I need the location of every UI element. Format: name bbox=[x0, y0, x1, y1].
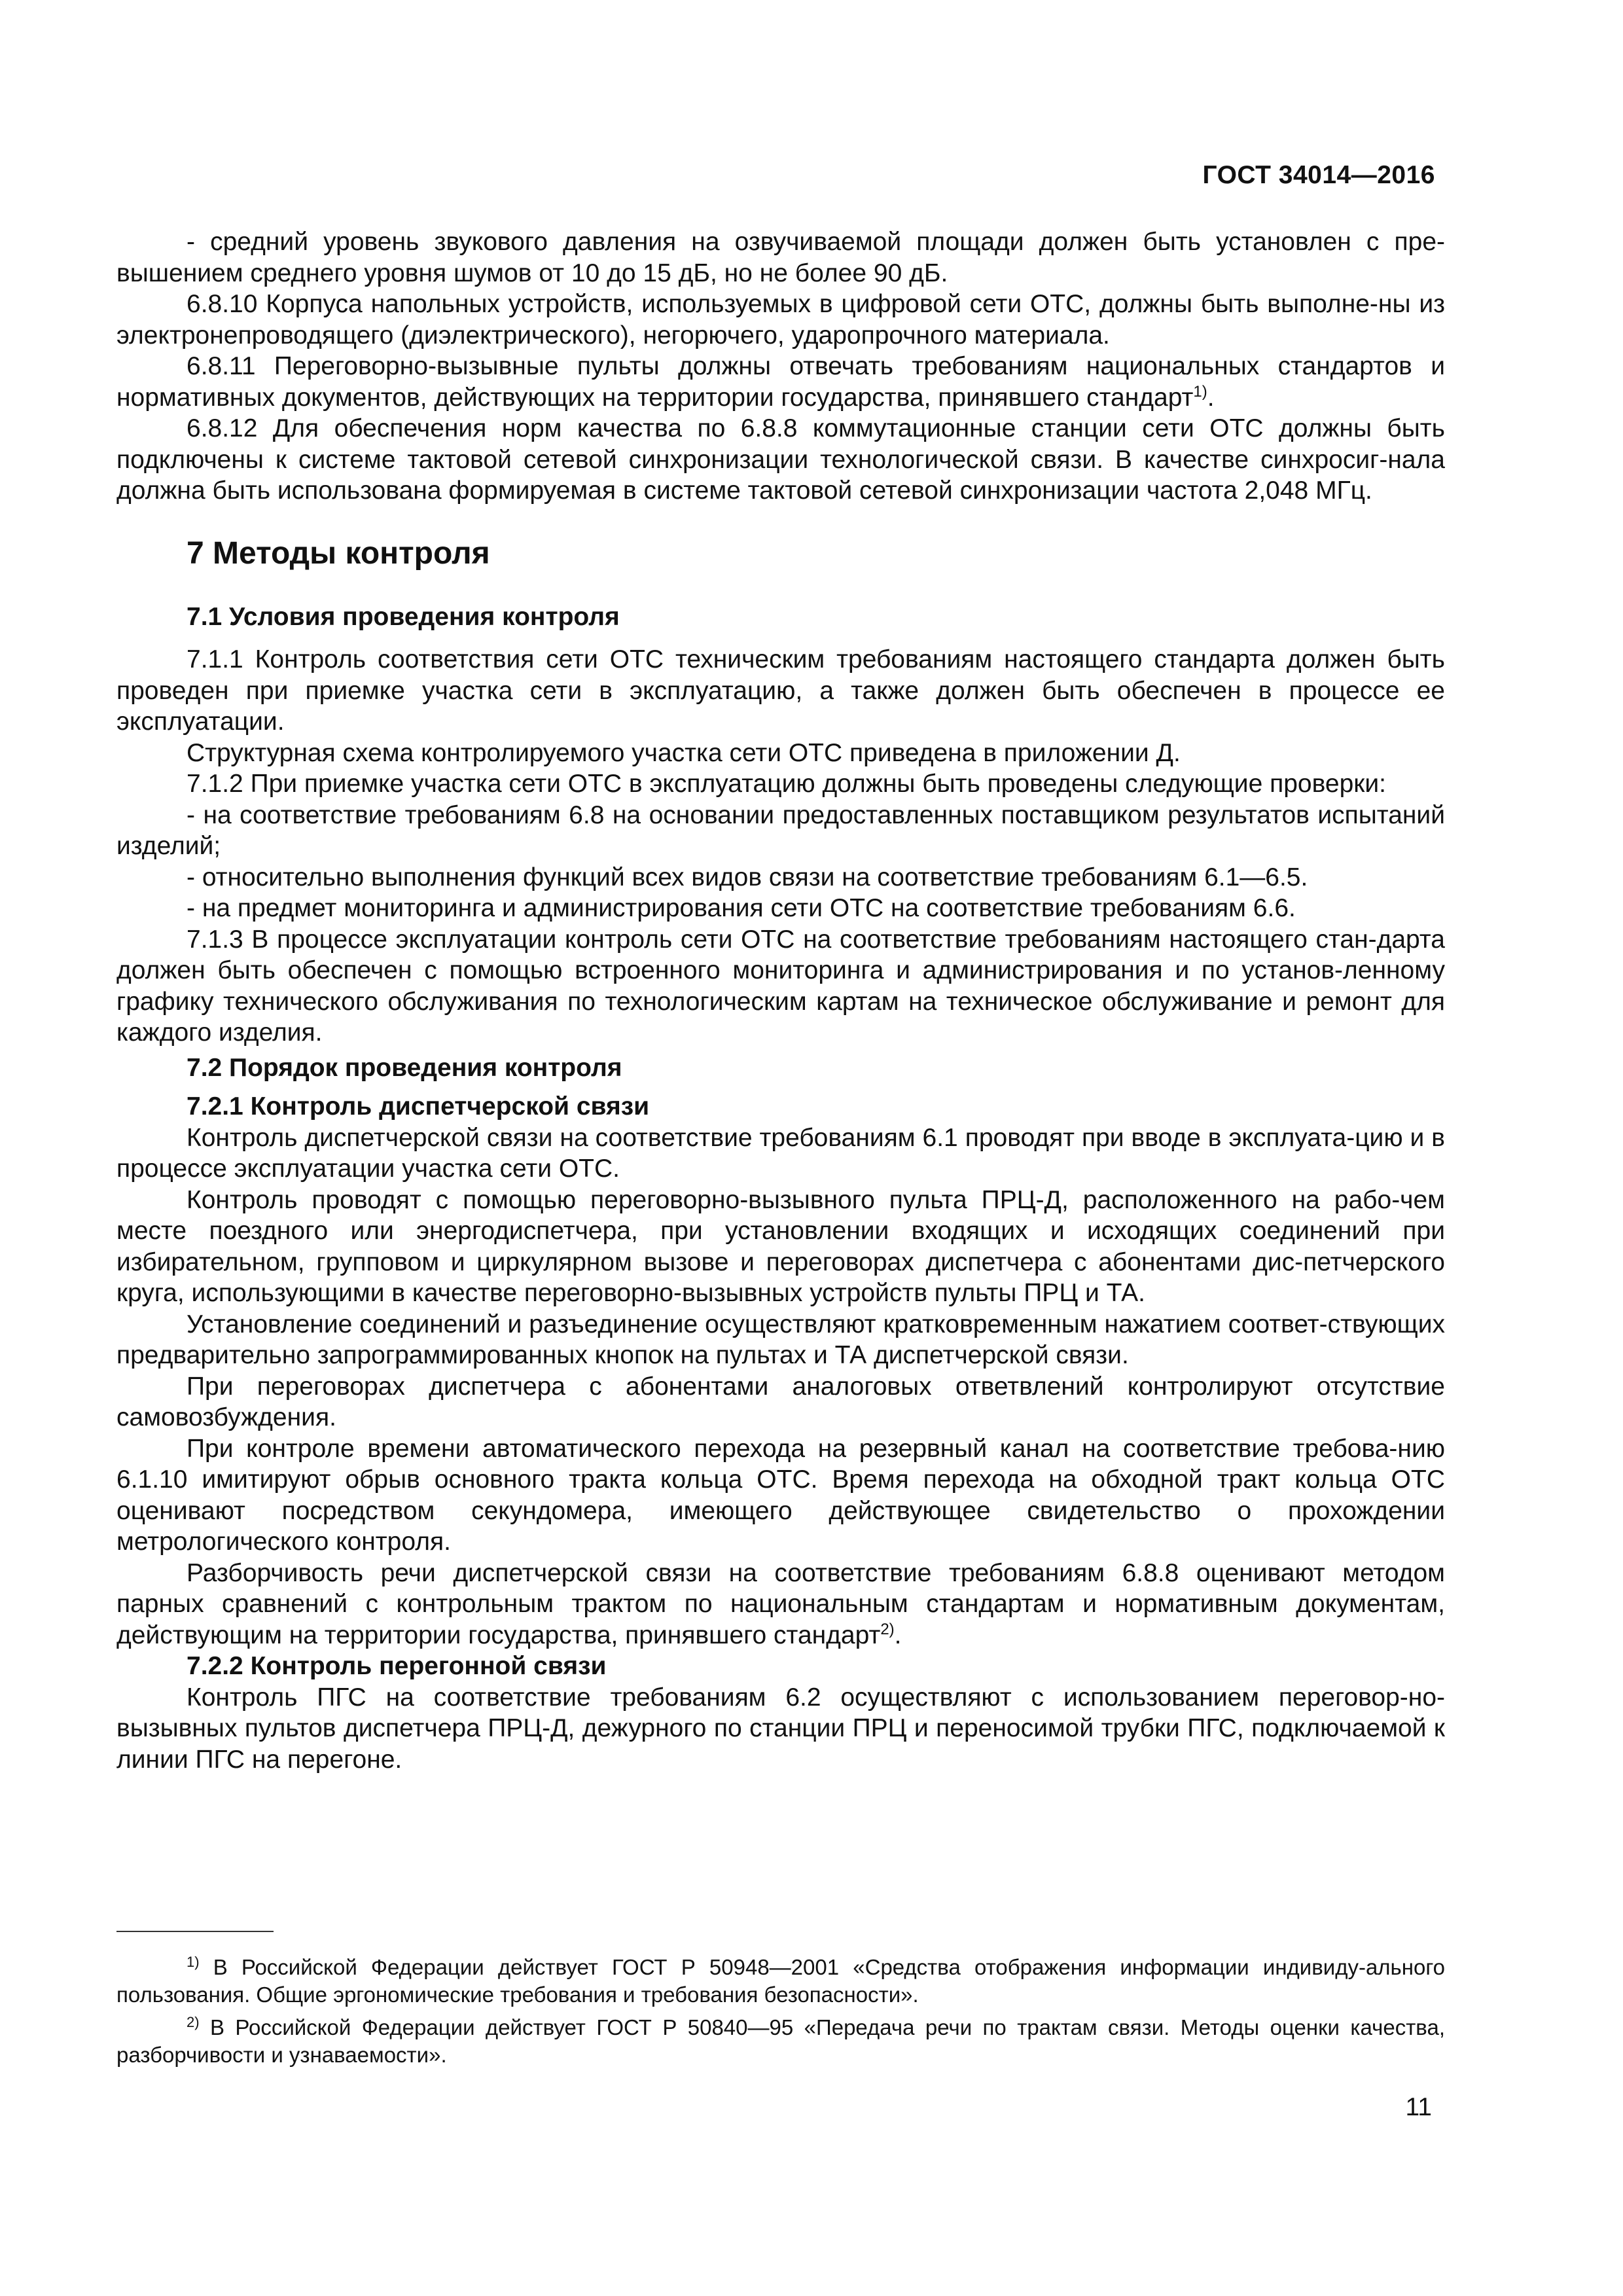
paragraph: Контроль диспетчерской связи на соответствие требованиям 6.1 проводят при вводе в эксплуата-цию и в процессе эксплуатации участка сети ОТС. bbox=[116, 1123, 1445, 1183]
paragraph: Структурная схема контролируемого участка сети ОТС приведена в приложении Д. bbox=[187, 738, 1181, 767]
standard-header: ГОСТ 34014—2016 bbox=[1202, 161, 1435, 189]
paragraph: Установление соединений и разъединение осуществляют кратковременным нажатием соответ-ствующих предварительно запрограммированных кнопок на пультах и ТА диспетчерской связи. bbox=[116, 1310, 1445, 1369]
clause-heading: 7.2.1 Контроль диспетчерской связи bbox=[187, 1092, 650, 1121]
paragraph: Разборчивость речи диспетчерской связи на соответствие требованиям 6.8.8 оценивают методом парных сравнений с контрольным трактом по национальным стандартам и нормативным документам, действующим на территории государства, принявшего стандарт$^{2)}$. bbox=[116, 1558, 1445, 1649]
paragraph: При переговорах диспетчера с абонентами аналоговых ответвлений контролируют отсутствие самовозбуждения. bbox=[116, 1372, 1445, 1431]
subsection-heading: 7.1 Условия проведения контроля bbox=[187, 602, 620, 631]
paragraph: При контроле времени автоматического перехода на резервный канал на соответствие требова-нию 6.1.10 имитируют обрыв основного тракта кольца ОТС. Время перехода на обходной тракт кольца ОТС оценивают посредством секундомера, имеющего действующее свидетельство о прохождении метрологического контроля. bbox=[116, 1434, 1445, 1556]
page-content bbox=[116, 226, 1445, 1775]
footnote-divider bbox=[116, 1931, 274, 1932]
footnote-ref[interactable]: 1) bbox=[1193, 382, 1207, 401]
paragraph: Контроль проводят с помощью переговорно-вызывного пульта ПРЦ-Д, расположенного на рабо-чем месте поездного или энергодиспетчера, при установлении входящих и исходящих соединений при избирательном, групповом и циркулярном вызове и переговорах диспетчера с абонентами дис-петчерского круга, использующими в качестве переговорно-вызывных устройств пульты ПРЦ и ТА. bbox=[116, 1185, 1445, 1307]
footnotes bbox=[116, 1954, 1445, 2069]
list-item: - относительно выполнения функций всех видов связи на соответствие требованиям 6.1—6.5. bbox=[187, 863, 1308, 891]
list-item: - на соответствие требованиям 6.8 на основании предоставленных поставщиком результатов испытаний изделий; bbox=[116, 800, 1445, 860]
section-heading: 7 Методы контроля bbox=[187, 535, 490, 571]
footnote: $^{2)}$ В Российской Федерации действует ГОСТ Р 50840—95 «Передача речи по трактам связи. Методы оценки качества, разборчивости и узнаваемости». bbox=[116, 2014, 1445, 2067]
paragraph: 7.1.3 В процессе эксплуатации контроль сети ОТС на соответствие требованиям настоящего стан-дарта должен быть обеспечен с помощью встроенного мониторинга и администрирования и по установ-ленному графику технического обслуживания по технологическим картам на техническое обслуживание и ремонт для каждого изделия. bbox=[116, 925, 1445, 1047]
paragraph: 6.8.11 Переговорно-вызывные пульты должны отвечать требованиям национальных стандартов и нормативных документов, действующих на территории государства, принявшего стандарт$^{1)}$. bbox=[116, 352, 1445, 412]
footnote-mark: 2) bbox=[187, 2014, 200, 2030]
clause-heading: 7.2.2 Контроль перегонной связи bbox=[187, 1652, 607, 1680]
footnote-mark: 1) bbox=[187, 1954, 200, 1970]
paragraph: Контроль ПГС на соответствие требованиям 6.2 осуществляют с использованием переговор-но-вызывных пультов диспетчера ПРЦ-Д, дежурного по станции ПРЦ и переносимой трубки ПГС, подключаемой к линии ПГС на перегоне. bbox=[116, 1683, 1445, 1774]
paragraph: 7.1.1 Контроль соответствия сети ОТС техническим требованиям настоящего стандарта должен быть проведен при приемке участка сети в эксплуатацию, а также должен быть обеспечен в процессе ее эксплуатации. bbox=[116, 645, 1445, 736]
footnote: $^{1)}$ В Российской Федерации действует ГОСТ Р 50948—2001 «Средства отображения информации индивиду-ального пользования. Общие эргономические требования и требования безопасности». bbox=[116, 1954, 1445, 2007]
paragraph: - средний уровень звукового давления на озвучиваемой площади должен быть установлен с пре-вышением среднего уровня шумов от 10 до 15 дБ, но не более 90 дБ. bbox=[116, 228, 1445, 287]
footnote-ref[interactable]: 2) bbox=[880, 1620, 895, 1638]
page-number: 11 bbox=[1405, 2093, 1432, 2121]
paragraph: 6.8.12 Для обеспечения норм качества по 6.8.8 коммутационные станции сети ОТС должны быть подключены к системе тактовой сетевой синхронизации технологической связи. В качестве синхросиг-нала должна быть использована формируемая в системе тактовой сетевой синхронизации частота 2,048 МГц. bbox=[116, 414, 1445, 505]
subsection-heading: 7.2 Порядок проведения контроля bbox=[187, 1053, 622, 1082]
paragraph: 7.1.2 При приемке участка сети ОТС в эксплуатацию должны быть проведены следующие проверки: bbox=[187, 770, 1386, 798]
paragraph: 6.8.10 Корпуса напольных устройств, используемых в цифровой сети ОТС, должны быть выполне-ны из электронепроводящего (диэлектрического), негорючего, ударопрочного материала. bbox=[116, 290, 1445, 350]
list-item: - на предмет мониторинга и администрирования сети ОТС на соответствие требованиям 6.6. bbox=[187, 894, 1296, 922]
